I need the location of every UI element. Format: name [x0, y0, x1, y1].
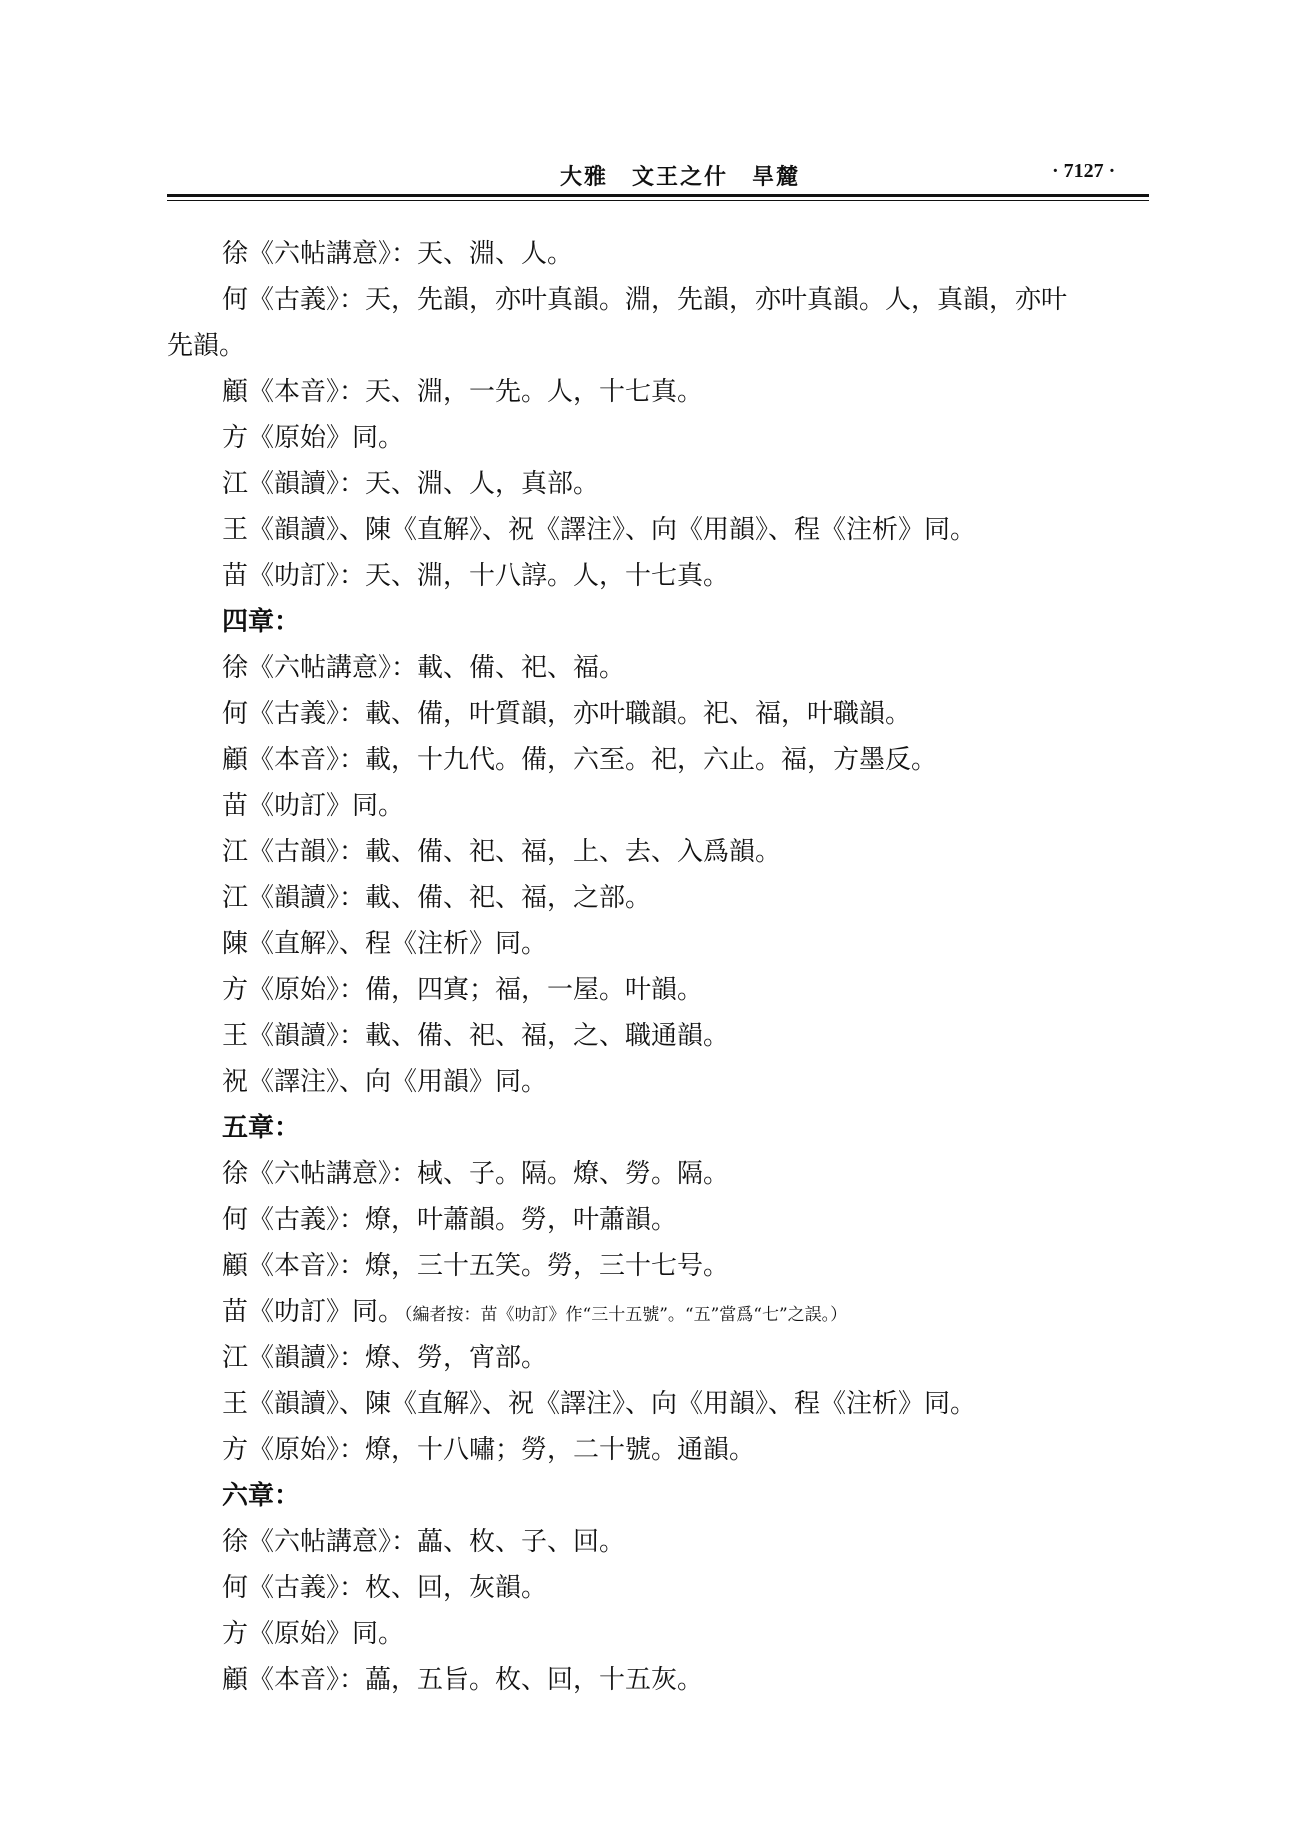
text-line: 江《古韻》：載、備、祀、福，上、去、入爲韻。 — [222, 837, 782, 867]
text-line: 何《古義》：載、備，叶質韻，亦叶職韻。祀、福，叶職韻。 — [222, 699, 912, 729]
text-line: 王《韻讀》、陳《直解》、祝《譯注》、向《用韻》、程《注析》同。 — [222, 1389, 977, 1419]
text-line: 江《韻讀》：燎、勞，宵部。 — [222, 1343, 548, 1373]
header-rule-thick — [167, 194, 1149, 197]
section-heading: 五章： — [222, 1113, 301, 1143]
text-line: 何《古義》：天，先韻，亦叶真韻。淵，先韻，亦叶真韻。人，真韻，亦叶 — [222, 285, 1068, 315]
text-line: 王《韻讀》：載、備、祀、福，之、職通韻。 — [222, 1021, 730, 1051]
running-head: 大雅 文王之什 旱麓 — [560, 164, 801, 190]
text-line: 王《韻讀》、陳《直解》、祝《譯注》、向《用韻》、程《注析》同。 — [222, 515, 977, 545]
text-line: 江《韻讀》：天、淵、人，真部。 — [222, 469, 600, 499]
text-line: 陳《直解》、程《注析》同。 — [222, 929, 548, 959]
text-line: 顧《本音》：天、淵，一先。人，十七真。 — [222, 377, 704, 407]
text-line: 徐《六帖講意》：天、淵、人。 — [222, 239, 574, 269]
text-line: 何《古義》：枚、回，灰韻。 — [222, 1573, 548, 1603]
text-line: 苗《叻訂》同。 — [222, 791, 405, 821]
text-line: 徐《六帖講意》：藟、枚、子、回。 — [222, 1527, 626, 1557]
text-line: 祝《譯注》、向《用韻》同。 — [222, 1067, 548, 1097]
text-line: 方《原始》：燎，十八嘯；勞，二十號。通韻。 — [222, 1435, 756, 1465]
text-line: 方《原始》同。 — [222, 1619, 405, 1649]
text-line: 顧《本音》：藟，五旨。枚、回，十五灰。 — [222, 1665, 704, 1695]
text-line: 顧《本音》：載，十九代。備，六至。祀，六止。福，方墨反。 — [222, 745, 938, 775]
section-heading: 六章： — [222, 1481, 301, 1511]
text-line: 苗《叻訂》：天、淵，十八諄。人，十七真。 — [222, 561, 730, 591]
text-line: 方《原始》同。 — [222, 423, 405, 453]
page-number: · 7127 · — [1052, 160, 1116, 182]
text-line-main: 苗《叻訂》同。 — [222, 1297, 405, 1327]
text-line: 顧《本音》：燎，三十五笑。勞，三十七号。 — [222, 1251, 730, 1281]
text-line: 方《原始》：備，四寘；福，一屋。叶韻。 — [222, 975, 704, 1005]
text-line: 先韻。 — [167, 331, 246, 361]
header-rule-thin — [167, 200, 1149, 201]
section-heading: 四章： — [222, 607, 301, 637]
text-line: 江《韻讀》：載、備、祀、福，之部。 — [222, 883, 652, 913]
text-line: 徐《六帖講意》：棫、子。隔。燎、勞。隔。 — [222, 1159, 730, 1189]
text-line — [222, 1295, 847, 1332]
editor-note: （編者按：苗《叻訂》作“三十五號”。“五”當爲“七”之誤。） — [404, 1305, 848, 1325]
text-line: 徐《六帖講意》：載、備、祀、福。 — [222, 653, 626, 683]
text-line: 何《古義》：燎，叶蕭韻。勞，叶蕭韻。 — [222, 1205, 678, 1235]
